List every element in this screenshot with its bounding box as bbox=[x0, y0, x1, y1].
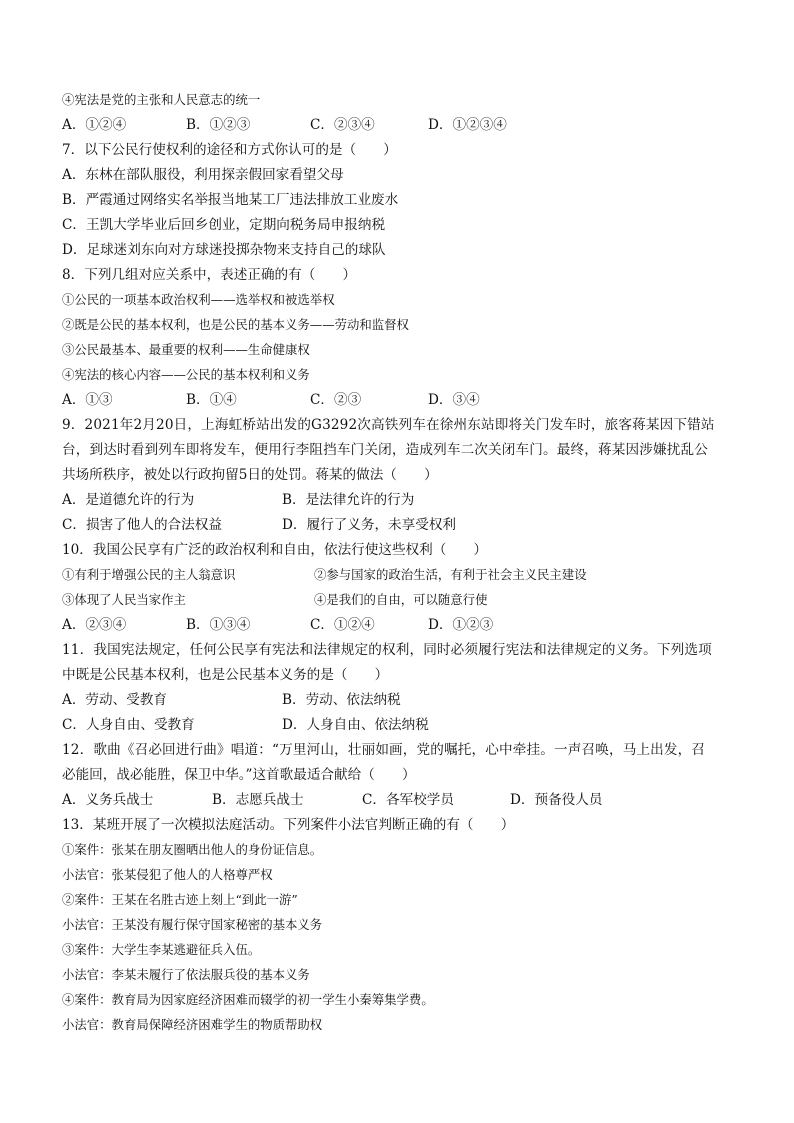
q6-option-b: B．①②③ bbox=[186, 117, 251, 133]
q6-option-a: A．①②④ bbox=[62, 117, 127, 133]
q10-option-d: D．①②③ bbox=[428, 617, 494, 633]
q9-option-d: D．履行了义务，未享受权利 bbox=[282, 517, 457, 533]
q13-case-2: ②案件：王某在名胜古迹上刻上“到此一游” bbox=[62, 892, 298, 907]
q11-line-1: 11．我国宪法规定，任何公民享有宪法和法律规定的权利，同时必须履行宪法和法律规定的义务。下列选项 bbox=[62, 642, 712, 658]
q10-option-c: C．①②④ bbox=[310, 617, 375, 633]
q9-line-2: 台，到达时看到列车即将发车，便用行李阻挡车门关闭，造成列车二次关闭车门。最终，蒋某因涉嫌扰乱公 bbox=[62, 442, 708, 458]
q13-stem: 13．某班开展了一次模拟法庭活动。下列案件小法官判断正确的有（ ） bbox=[62, 817, 515, 833]
q12-option-c: C．各军校学员 bbox=[362, 792, 454, 808]
q7-choice-b: B．严霞通过网络实名举报当地某工厂违法排放工业废水 bbox=[62, 192, 399, 208]
q9-option-a: A．是道德允许的行为 bbox=[62, 492, 195, 508]
q8-option-d: D．③④ bbox=[428, 392, 480, 408]
q12-option-b: B．志愿兵战士 bbox=[212, 792, 304, 808]
q8-item-3: ③公民最基本、最重要的权利——生命健康权 bbox=[62, 342, 310, 357]
q7-stem: 7．以下公民行使权利的途径和方式你认可的是（ ） bbox=[62, 142, 397, 158]
q8-stem: 8．下列几组对应关系中，表述正确的有（ ） bbox=[62, 267, 357, 283]
q13-case-4: ④案件：教育局为因家庭经济困难而辍学的初一学生小秦筹集学费。 bbox=[62, 992, 434, 1007]
q6-option-d: D．①②③④ bbox=[428, 117, 507, 133]
q10-stem: 10．我国公民享有广泛的政治权利和自由，依法行使这些权利（ ） bbox=[62, 542, 488, 558]
q10-option-a: A．②③④ bbox=[62, 617, 127, 633]
q11-line-2: 中既是公民基本权利，也是公民基本义务的是（ ） bbox=[62, 667, 389, 683]
q12-line-2: 必能回，战必能胜，保卫中华。”这首歌最适合献给（ ） bbox=[62, 767, 416, 783]
q10-item-1: ①有利于增强公民的主人翁意识 bbox=[62, 567, 236, 582]
q13-judge-1: 小法官：张某侵犯了他人的人格尊严权 bbox=[62, 867, 273, 882]
q8-item-4: ④宪法的核心内容——公民的基本权利和义务 bbox=[62, 367, 310, 382]
q13-case-1: ①案件：张某在朋友圈晒出他人的身份证信息。 bbox=[62, 842, 323, 857]
q11-option-d: D．人身自由、依法纳税 bbox=[282, 717, 429, 733]
q10-item-2: ②参与国家的政治生活，有利于社会主义民主建设 bbox=[314, 567, 587, 582]
q9-line-3: 共场所秩序，被处以行政拘留5日的处罚。蒋某的做法（ ） bbox=[62, 467, 438, 483]
q13-judge-3: 小法官：李某未履行了依法服兵役的基本义务 bbox=[62, 967, 310, 982]
q10-item-3: ③体现了人民当家作主 bbox=[62, 592, 186, 607]
q8-item-1: ①公民的一项基本政治权利——选举权和被选举权 bbox=[62, 292, 335, 307]
q10-option-b: B．①③④ bbox=[186, 617, 251, 633]
q12-option-d: D．预备役人员 bbox=[510, 792, 603, 808]
q11-option-b: B．劳动、依法纳税 bbox=[282, 692, 401, 708]
q8-option-a: A．①③ bbox=[62, 392, 113, 408]
q9-line-1: 9．2021年2月20日，上海虹桥站出发的G3292次高铁列车在徐州东站即将关门发车时，旅客蒋某因下错站 bbox=[62, 417, 715, 433]
q8-option-c: C．②③ bbox=[310, 392, 362, 408]
q6-item-4: ④宪法是党的主张和人民意志的统一 bbox=[62, 92, 261, 107]
q11-option-a: A．劳动、受教育 bbox=[62, 692, 167, 708]
q11-option-c: C．人身自由、受教育 bbox=[62, 717, 195, 733]
q7-choice-c: C．王凯大学毕业后回乡创业，定期向税务局申报纳税 bbox=[62, 217, 386, 233]
q8-item-2: ②既是公民的基本权利，也是公民的基本义务——劳动和监督权 bbox=[62, 317, 409, 332]
q12-option-a: A．义务兵战士 bbox=[62, 792, 154, 808]
q9-option-c: C．损害了他人的合法权益 bbox=[62, 517, 222, 533]
q9-option-b: B．是法律允许的行为 bbox=[282, 492, 415, 508]
q10-item-4: ④是我们的自由，可以随意行使 bbox=[314, 592, 488, 607]
q7-choice-d: D．足球迷刘东向对方球迷投掷杂物来支持自己的球队 bbox=[62, 242, 386, 258]
q13-case-3: ③案件：大学生李某逃避征兵入伍。 bbox=[62, 942, 261, 957]
q13-judge-2: 小法官：王某没有履行保守国家秘密的基本义务 bbox=[62, 917, 323, 932]
q6-option-c: C．②③④ bbox=[310, 117, 375, 133]
q12-line-1: 12．歌曲《召必回进行曲》唱道：“万里河山，壮丽如画，党的嘱托，心中牵挂。一声召唤，马上出发，召 bbox=[62, 742, 706, 758]
q13-judge-4: 小法官：教育局保障经济困难学生的物质帮助权 bbox=[62, 1017, 323, 1032]
q7-choice-a: A．东林在部队服役，利用探亲假回家看望父母 bbox=[62, 167, 344, 183]
q8-option-b: B．①④ bbox=[186, 392, 237, 408]
